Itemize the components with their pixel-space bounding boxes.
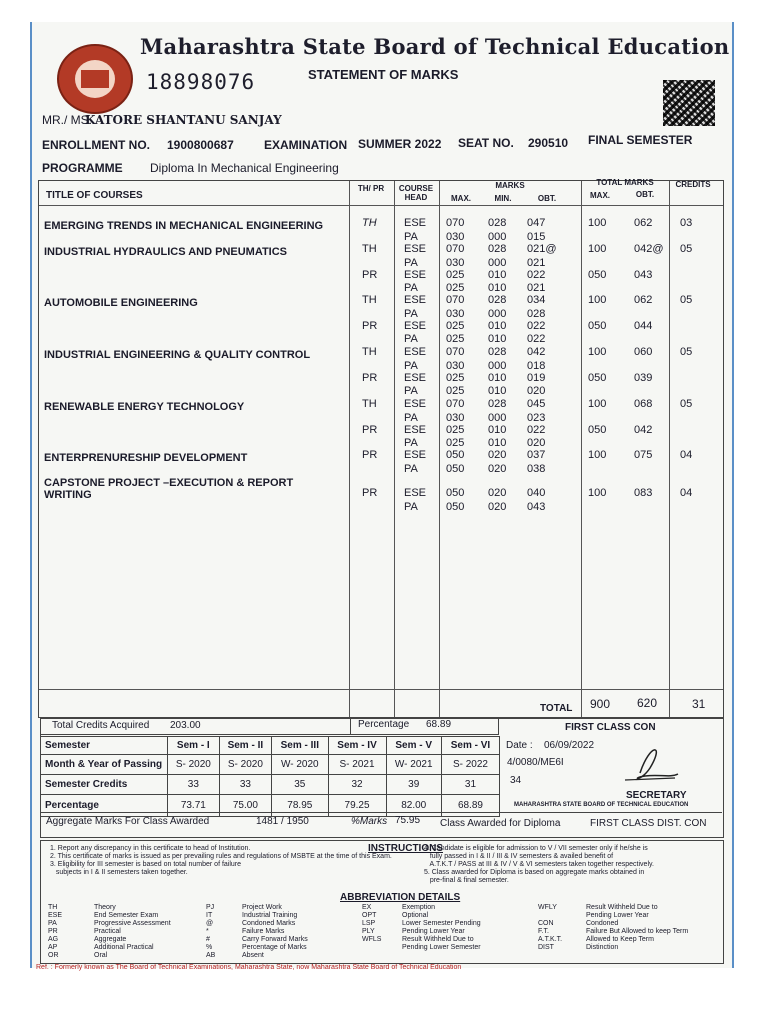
- abbreviation-meaning: Aggregate: [94, 936, 127, 943]
- seat-label: SEAT NO.: [458, 136, 514, 150]
- instruction-line: pre-final & final semester.: [424, 877, 509, 884]
- student-name: KATORE SHANTANU SANJAY: [85, 113, 282, 127]
- mark-min: 020: [488, 487, 507, 499]
- abbreviation-meaning: Absent: [242, 952, 264, 959]
- header-total-obt: OBT.: [635, 190, 655, 199]
- abbreviation-code: PJ: [206, 904, 215, 911]
- qr-code: [663, 80, 715, 126]
- footer-reference: Ref. : Formerly known as The Board of Technical Examinations, Maharashtra State, now Maharashtra State Board of Technical Education: [36, 964, 462, 971]
- abbreviation-meaning: Pending Lower Year: [402, 928, 465, 935]
- mark-head: ESE: [404, 449, 427, 461]
- mark-credits: 05: [680, 346, 693, 358]
- mark-tobt: 042@: [634, 243, 664, 255]
- mark-max: 025: [446, 385, 465, 398]
- total-label: TOTAL: [540, 703, 573, 714]
- instruction-line: fully passed in I & II / III & IV semesters & availed benefit of: [424, 853, 614, 860]
- mark-min: 020: [488, 500, 507, 513]
- mark-min: 028: [488, 398, 507, 410]
- semester-grid-cell: S- 2022: [441, 755, 499, 775]
- mark-min: 010: [488, 437, 507, 450]
- name-label: MR./ MS.: [42, 113, 92, 127]
- mark-tmax: 100: [588, 487, 607, 499]
- mark-head: PA: [404, 500, 418, 513]
- abbreviation-meaning: Industrial Training: [242, 912, 298, 919]
- pct-marks-label: %Marks: [351, 816, 388, 827]
- mark-head: ESE: [404, 319, 427, 332]
- semester-grid-cell: Sem - V: [386, 737, 441, 755]
- mark-thpr: PR: [362, 319, 378, 332]
- abbreviation-code: [362, 944, 402, 952]
- mark-obt: 034: [527, 294, 546, 306]
- semester-grid-cell: 75.00: [219, 795, 271, 817]
- mark-obt: 023: [527, 411, 546, 424]
- mark-min: 010: [488, 333, 507, 346]
- percentage-label: Percentage: [358, 719, 410, 730]
- instructions-left: [50, 845, 430, 877]
- mark-head: ESE: [404, 371, 427, 384]
- abbreviations-col-2: [206, 904, 356, 960]
- semester-grid-cell: 31: [441, 775, 499, 795]
- mark-max: 070: [446, 243, 465, 255]
- abbreviation-meaning: Progressive Assessment: [94, 920, 171, 927]
- mark-obt: 015: [527, 230, 546, 243]
- instruction-line: 3. Eligibility for III semester is based on total number of failure: [50, 861, 242, 868]
- mark-thpr: TH: [362, 217, 377, 229]
- mark-credits: 05: [680, 398, 693, 410]
- abbreviation-meaning: Condoned: [586, 920, 619, 927]
- mark-obt: 022: [527, 333, 546, 346]
- mark-max: 050: [446, 487, 465, 499]
- header-marks: MARKS: [495, 181, 525, 190]
- semester-grid-label: Semester: [41, 737, 168, 755]
- enrollment-number: 1900800687: [167, 138, 234, 152]
- abbreviation-code: AP: [48, 944, 58, 951]
- mark-tobt: 042: [634, 423, 653, 436]
- instructions-title: INSTRUCTIONS: [368, 843, 443, 854]
- mark-head: PA: [404, 256, 418, 269]
- abbreviation-code: DIST: [538, 944, 554, 951]
- abbreviations-col-4: [538, 904, 720, 952]
- course-title: AUTOMOBILE ENGINEERING: [44, 297, 198, 309]
- mark-head: ESE: [404, 217, 427, 229]
- semester-grid-cell: Sem - I: [168, 737, 220, 755]
- mark-max: 070: [446, 294, 465, 306]
- diploma-class-label: Class Awarded for Diploma: [440, 818, 561, 829]
- mark-max: 050: [446, 462, 465, 475]
- semester-grid-cell: 68.89: [441, 795, 499, 817]
- mark-obt: 020: [527, 385, 546, 398]
- abbreviation-meaning: Failure But Allowed to keep Term: [586, 928, 689, 935]
- total-credits: 31: [692, 697, 706, 711]
- board-name: Maharashtra State Board of Technical Education: [140, 34, 730, 59]
- aggregate-label: Aggregate Marks For Class Awarded: [46, 816, 210, 827]
- semester-grid-cell: 32: [328, 775, 386, 795]
- abbreviation-meaning: Failure Marks: [242, 928, 285, 935]
- marks-table: [38, 180, 724, 718]
- abbreviation-code: @: [206, 920, 214, 927]
- semester-grid-cell: 82.00: [386, 795, 441, 817]
- semester-grid-label: Percentage: [41, 795, 168, 817]
- mark-min: 020: [488, 462, 507, 475]
- mark-tmax: 100: [588, 346, 607, 358]
- course-title: CAPSTONE PROJECT –EXECUTION & REPORT WRITING: [44, 477, 294, 501]
- abbreviation-code: LSP: [362, 920, 376, 927]
- mark-tobt: 060: [634, 346, 653, 358]
- semester-grid: [40, 736, 500, 817]
- exam-label: EXAMINATION: [264, 138, 348, 152]
- mark-head: ESE: [404, 398, 427, 410]
- semester-grid-cell: S- 2021: [328, 755, 386, 775]
- semester-grid-cell: W- 2021: [386, 755, 441, 775]
- abbreviation-code: WFLS: [362, 936, 382, 943]
- mark-min: 028: [488, 217, 507, 229]
- mark-obt: 018: [527, 359, 546, 372]
- mark-credits: 04: [680, 487, 693, 499]
- mark-obt: 022: [527, 319, 546, 332]
- mark-obt: 038: [527, 462, 546, 475]
- abbreviation-meaning: Condoned Marks: [242, 920, 296, 927]
- total-max: 900: [590, 697, 611, 711]
- semester-grid-cell: Sem - IV: [328, 737, 386, 755]
- mark-head: ESE: [404, 346, 427, 358]
- mark-max: 025: [446, 333, 465, 346]
- mark-max: 070: [446, 217, 465, 229]
- abbreviation-code: #: [206, 936, 210, 943]
- mark-tobt: 062: [634, 294, 653, 306]
- semester-grid-cell: W- 2020: [272, 755, 328, 775]
- mark-min: 000: [488, 359, 507, 372]
- abbreviation-code: WFLY: [538, 904, 557, 911]
- semester-grid-cell: 33: [219, 775, 271, 795]
- instructions-right: [424, 845, 720, 885]
- document-title: STATEMENT OF MARKS: [308, 67, 459, 82]
- abbreviation-meaning: Result Withheld Due to: [402, 936, 474, 943]
- mark-head: PA: [404, 411, 418, 424]
- abbreviation-code: TH: [48, 904, 58, 911]
- date-label: Date :: [506, 740, 533, 751]
- mark-thpr: PR: [362, 487, 378, 499]
- mark-max: 025: [446, 282, 465, 295]
- abbreviation-meaning: Pending Lower Year: [586, 912, 649, 919]
- header-total-max: MAX.: [590, 191, 610, 200]
- mark-head: ESE: [404, 294, 427, 306]
- mark-max: 025: [446, 268, 465, 281]
- semester-grid-cell: S- 2020: [219, 755, 271, 775]
- mark-max: 030: [446, 359, 465, 372]
- mark-min: 010: [488, 371, 507, 384]
- mark-head: ESE: [404, 243, 427, 255]
- course-title: RENEWABLE ENERGY TECHNOLOGY: [44, 401, 245, 413]
- seat-number: 290510: [528, 136, 569, 150]
- instruction-line: 4. Candidate is eligible for admission to V / VII semester only if he/she is: [424, 845, 648, 852]
- mark-max: 030: [446, 307, 465, 320]
- mark-head: PA: [404, 282, 418, 295]
- mark-thpr: TH: [362, 346, 377, 358]
- mark-tmax: 050: [588, 371, 607, 384]
- mark-min: 010: [488, 319, 507, 332]
- abbreviation-code: IT: [206, 912, 213, 919]
- semester-grid-cell: Sem - VI: [441, 737, 499, 755]
- abbreviation-meaning: Allowed to Keep Term: [586, 936, 654, 943]
- enrollment-label: ENROLLMENT NO.: [42, 138, 150, 152]
- abbreviation-code: ESE: [48, 912, 63, 919]
- mark-min: 010: [488, 268, 507, 281]
- abbreviation-code: AB: [206, 952, 216, 959]
- course-title: INDUSTRIAL HYDRAULICS AND PNEUMATICS: [44, 246, 288, 258]
- mark-thpr: TH: [362, 294, 377, 306]
- instruction-line: 5. Class awarded for Diploma is based on aggregate marks obtained in: [424, 869, 645, 876]
- total-credits-value: 203.00: [170, 720, 201, 731]
- mark-thpr: PR: [362, 371, 378, 384]
- abbreviation-code: AG: [48, 936, 59, 943]
- semester-grid-cell: Sem - II: [219, 737, 271, 755]
- mark-min: 000: [488, 307, 507, 320]
- mark-head: PA: [404, 359, 418, 372]
- programme-label: PROGRAMME: [42, 161, 123, 175]
- header-min: MIN.: [494, 194, 512, 203]
- mark-max: 070: [446, 346, 465, 358]
- total-credits-label: Total Credits Acquired: [52, 720, 150, 731]
- abbreviation-code: F.T.: [538, 928, 549, 935]
- semester-grid-cell: 73.71: [168, 795, 220, 817]
- mark-max: 050: [446, 500, 465, 513]
- abbreviation-meaning: Project Work: [242, 904, 282, 911]
- header-thpr: TH/ PR: [357, 184, 385, 193]
- mark-min: 028: [488, 346, 507, 358]
- percentage-value: 68.89: [426, 719, 452, 730]
- abbreviations-col-1: [48, 904, 218, 960]
- mark-obt: 021: [527, 282, 546, 295]
- reference-number: 34: [510, 775, 522, 786]
- abbreviation-meaning: End Semester Exam: [94, 912, 159, 919]
- mark-obt: 042: [527, 346, 546, 358]
- mark-head: ESE: [404, 268, 427, 281]
- aggregate-value: 1481 / 1950: [256, 816, 309, 827]
- semester-grid-label: Month & Year of Passing: [41, 755, 168, 775]
- abbreviation-meaning: Exemption: [402, 904, 436, 911]
- board-seal: [57, 44, 133, 114]
- abbreviation-code: [538, 912, 586, 920]
- abbreviation-meaning: Additional Practical: [94, 944, 154, 951]
- diploma-class-value: FIRST CLASS DIST. CON: [590, 818, 707, 829]
- header-obt: OBT.: [537, 194, 557, 203]
- abbreviation-meaning: Optional: [402, 912, 429, 919]
- mark-max: 070: [446, 398, 465, 410]
- mark-obt: 022: [527, 268, 546, 281]
- mark-tmax: 100: [588, 243, 607, 255]
- abbreviation-meaning: Result Withheld Due to: [586, 904, 658, 911]
- mark-credits: 05: [680, 243, 693, 255]
- secretary-org: MAHARASHTRA STATE BOARD OF TECHNICAL EDUCATION: [514, 802, 689, 808]
- mark-credits: 03: [680, 217, 693, 229]
- abbreviation-meaning: Carry Forward Marks: [242, 936, 308, 943]
- mark-thpr: PR: [362, 423, 378, 436]
- programme-name: Diploma In Mechanical Engineering: [150, 161, 339, 175]
- mark-max: 030: [446, 411, 465, 424]
- semester-grid-row: [41, 755, 500, 775]
- abbreviations-title: ABBREVIATION DETAILS: [340, 892, 461, 903]
- mark-max: 030: [446, 256, 465, 269]
- mark-head: PA: [404, 333, 418, 346]
- mark-min: 000: [488, 411, 507, 424]
- mark-min: 010: [488, 423, 507, 436]
- total-obt: 620: [637, 696, 658, 710]
- instruction-line: 1. Report any discrepancy in this certificate to head of Institution.: [50, 845, 251, 852]
- mark-min: 010: [488, 282, 507, 295]
- mark-tmax: 100: [588, 398, 607, 410]
- class-result: FIRST CLASS CON: [565, 722, 656, 733]
- semester-grid-cell: 35: [272, 775, 328, 795]
- mark-max: 030: [446, 230, 465, 243]
- mark-head: PA: [404, 307, 418, 320]
- mark-min: 010: [488, 385, 507, 398]
- mark-tobt: 068: [634, 398, 653, 410]
- mark-tmax: 050: [588, 319, 607, 332]
- abbreviation-code: PA: [48, 920, 57, 927]
- mark-min: 000: [488, 256, 507, 269]
- mark-max: 025: [446, 371, 465, 384]
- mark-tmax: 050: [588, 423, 607, 436]
- abbreviation-code: PR: [48, 928, 58, 935]
- mark-head: ESE: [404, 423, 427, 436]
- abbreviation-meaning: Pending Lower Semester: [402, 944, 481, 951]
- secretary-signature: [620, 738, 680, 788]
- abbreviation-code: *: [206, 928, 209, 935]
- abbreviations-col-3: [362, 904, 532, 952]
- mark-head: PA: [404, 437, 418, 450]
- header-course-head: COURSE HEAD: [398, 184, 434, 202]
- mark-tobt: 039: [634, 371, 653, 384]
- mark-tobt: 083: [634, 487, 653, 499]
- mark-min: 028: [488, 243, 507, 255]
- instruction-line: subjects in I & II semesters taken together.: [50, 869, 188, 876]
- mark-thpr: TH: [362, 243, 377, 255]
- semester-grid-cell: S- 2020: [168, 755, 220, 775]
- mark-tmax: 100: [588, 294, 607, 306]
- instruction-line: A.T.K.T / PASS at III & IV / V & VI semesters taken together respectively.: [424, 861, 654, 868]
- semester-label: FINAL SEMESTER: [588, 133, 693, 147]
- mark-thpr: TH: [362, 398, 377, 410]
- abbreviation-code: %: [206, 944, 213, 951]
- semester-grid-cell: 33: [168, 775, 220, 795]
- mark-min: 020: [488, 449, 507, 461]
- header-credits: CREDITS: [675, 180, 711, 189]
- reference-code: 4/0080/ME6I: [507, 757, 564, 768]
- semester-grid-cell: 39: [386, 775, 441, 795]
- mark-obt: 021: [527, 256, 546, 269]
- abbreviation-code: EX: [362, 904, 372, 911]
- mark-thpr: PR: [362, 449, 378, 461]
- semester-grid-cell: Sem - III: [272, 737, 328, 755]
- mark-min: 000: [488, 230, 507, 243]
- mark-tobt: 075: [634, 449, 653, 461]
- mark-credits: 04: [680, 449, 693, 461]
- instruction-line: 2. This certificate of marks is issued as per prevailing rules and regulations of MSBTE at the time of this Exam.: [50, 853, 392, 860]
- abbreviation-code: OR: [48, 952, 59, 959]
- abbreviation-meaning: Oral: [94, 952, 108, 959]
- mark-head: PA: [404, 385, 418, 398]
- abbreviation-meaning: Theory: [94, 904, 116, 911]
- mark-max: 025: [446, 423, 465, 436]
- mark-max: 025: [446, 437, 465, 450]
- mark-credits: 05: [680, 294, 693, 306]
- mark-thpr: PR: [362, 268, 378, 281]
- abbreviation-meaning: Percentage of Marks: [242, 944, 307, 951]
- mark-tobt: 043: [634, 268, 653, 281]
- course-title: INDUSTRIAL ENGINEERING & QUALITY CONTROL: [44, 349, 311, 361]
- abbreviation-code: OPT: [362, 912, 377, 919]
- course-title: ENTERPRENURESHIP DEVELOPMENT: [44, 452, 248, 464]
- mark-obt: 037: [527, 449, 546, 461]
- mark-head: PA: [404, 230, 418, 243]
- mark-tmax: 100: [588, 449, 607, 461]
- pct-marks-value: 75.95: [395, 815, 421, 826]
- mark-obt: 019: [527, 371, 546, 384]
- mark-obt: 047: [527, 217, 546, 229]
- header-title-of-courses: TITLE OF COURSES: [46, 190, 143, 201]
- mark-tmax: 050: [588, 268, 607, 281]
- abbreviation-meaning: Practical: [94, 928, 121, 935]
- secretary-title: SECRETARY: [626, 790, 687, 801]
- date-value: 06/09/2022: [544, 740, 595, 751]
- abbreviation-meaning: Distinction: [586, 944, 619, 951]
- exam-session: SUMMER 2022: [358, 137, 442, 151]
- semester-grid-cell: 79.25: [328, 795, 386, 817]
- mark-obt: 045: [527, 398, 546, 410]
- header-total-marks: TOTAL MARKS: [596, 178, 654, 187]
- mark-min: 028: [488, 294, 507, 306]
- abbreviation-code: CON: [538, 920, 554, 927]
- mark-tmax: 100: [588, 217, 607, 229]
- mark-obt: 022: [527, 423, 546, 436]
- abbreviation-code: PLY: [362, 928, 375, 935]
- course-title: EMERGING TRENDS IN MECHANICAL ENGINEERING: [44, 220, 324, 232]
- mark-tobt: 062: [634, 217, 653, 229]
- mark-obt: 021@: [527, 243, 557, 255]
- mark-obt: 020: [527, 437, 546, 450]
- semester-grid-row: [41, 775, 500, 795]
- header-max: MAX.: [451, 194, 471, 203]
- semester-grid-row: [41, 737, 500, 755]
- mark-max: 050: [446, 449, 465, 461]
- certificate-number: 18898076: [146, 70, 256, 94]
- semester-grid-cell: 78.95: [272, 795, 328, 817]
- mark-head: ESE: [404, 487, 427, 499]
- abbreviation-code: A.T.K.T.: [538, 936, 563, 943]
- mark-max: 025: [446, 319, 465, 332]
- mark-obt: 028: [527, 307, 546, 320]
- semester-grid-label: Semester Credits: [41, 775, 168, 795]
- abbreviation-meaning: Lower Semester Pending: [402, 920, 481, 927]
- mark-obt: 043: [527, 500, 546, 513]
- mark-tobt: 044: [634, 319, 653, 332]
- mark-head: PA: [404, 462, 418, 475]
- mark-obt: 040: [527, 487, 546, 499]
